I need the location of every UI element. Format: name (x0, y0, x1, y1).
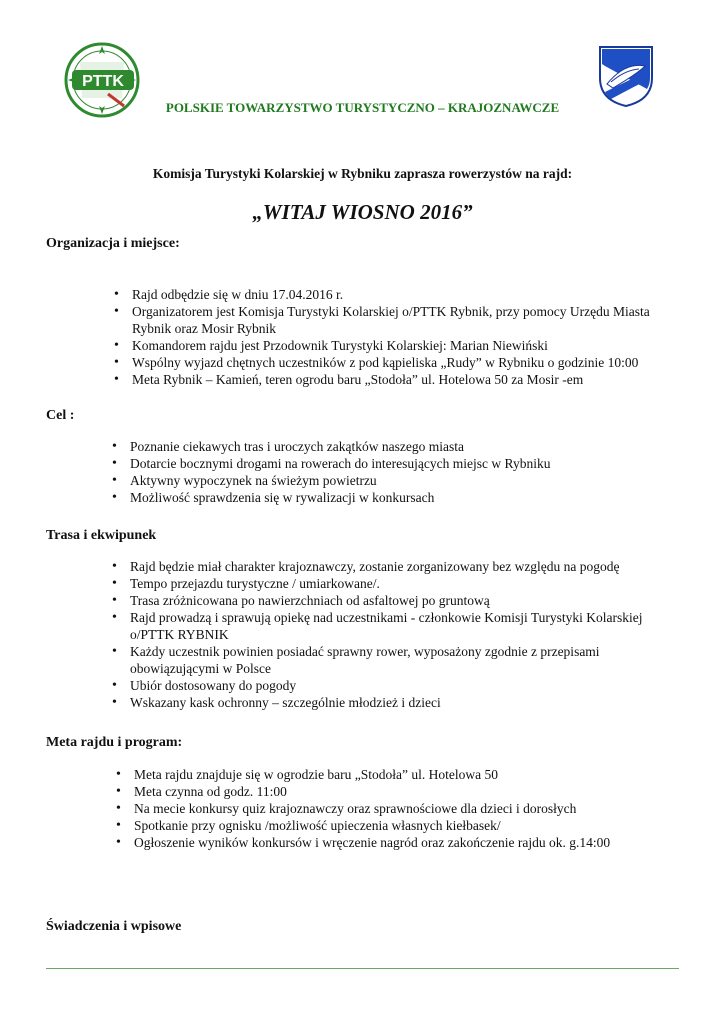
list-item: • Rajd będzie miał charakter krajoznawczy, zostanie zorganizowany bez względu na pogodę (106, 558, 681, 575)
route-list (106, 558, 681, 711)
list-item: • Dotarcie bocznymi drogami na rowerach do interesujących miejsc w Rybniku (106, 455, 676, 472)
list-item: • Trasa zróżnicowana po nawierzchniach od asfaltowej po gruntową (106, 592, 681, 609)
section-heading-organization: Organizacja i miejsce: (46, 236, 180, 251)
section-heading-finish: Meta rajdu i program: (46, 735, 183, 750)
rybnik-coat-of-arms (597, 44, 655, 108)
list-item: • Tempo przejazdu turystyczne / umiarkowane/. (106, 575, 681, 592)
list-item: • Ubiór dostosowany do pogody (106, 677, 681, 694)
organization-name: POLSKIE TOWARZYSTWO TURYSTYCZNO – KRAJOZNAWCZE (165, 100, 560, 115)
list-item: • Poznanie ciekawych tras i uroczych zakątków naszego miasta (106, 438, 676, 455)
footer-divider (46, 968, 679, 969)
list-item: • Spotkanie przy ognisku /możliwość upieczenia własnych kiełbasek/ (110, 817, 685, 834)
list-item: • Możliwość sprawdzenia się w rywalizacji w konkursach (106, 489, 676, 506)
list-item: • Wspólny wyjazd chętnych uczestników z pod kąpieliska „Rudy” w Rybniku o godzinie 10:00 (108, 354, 668, 371)
list-item: • Meta rajdu znajduje się w ogrodzie baru „Stodoła” ul. Hotelowa 50 (110, 766, 685, 783)
list-item: • Meta Rybnik – Kamień, teren ogrodu baru „Stodoła” ul. Hotelowa 50 za Mosir -em (108, 371, 668, 388)
event-title: „WITAJ WIOSNO 2016” (252, 200, 473, 224)
list-item: • Komandorem rajdu jest Przodownik Turystyki Kolarskiej: Marian Niewiński (108, 337, 668, 354)
list-item: • Rajd prowadzą i sprawują opiekę nad uczestnikami - członkowie Komisji Turystyki Kolarskiej o/PTTK RYBNIK (106, 609, 681, 643)
list-item: • Wskazany kask ochronny – szczególnie młodzież i dzieci (106, 694, 681, 711)
organization-list (108, 286, 668, 388)
section-heading-route: Trasa i ekwipunek (46, 528, 157, 543)
list-item: • Każdy uczestnik powinien posiadać sprawny rower, wyposażony zgodnie z przepisami obowiązującymi w Polsce (106, 643, 681, 677)
goal-list (106, 438, 676, 506)
pttk-logo-text: PTTK (82, 73, 124, 90)
invitation-text: Komisja Turystyki Kolarskiej w Rybniku zaprasza rowerzystów na rajd: (152, 166, 573, 181)
list-item: • Meta czynna od godz. 11:00 (110, 783, 685, 800)
section-heading-fees: Świadczenia i wpisowe (46, 919, 182, 934)
list-item: • Ogłoszenie wyników konkursów i wręczenie nagród oraz zakończenie rajdu ok. g.14:00 (110, 834, 685, 851)
finish-list (110, 766, 685, 851)
list-item: • Na mecie konkursy quiz krajoznawczy oraz sprawnościowe dla dzieci i dorosłych (110, 800, 685, 817)
section-heading-goal: Cel : (46, 408, 75, 423)
list-item: • Aktywny wypoczynek na świeżym powietrzu (106, 472, 676, 489)
list-item: • Organizatorem jest Komisja Turystyki Kolarskiej o/PTTK Rybnik, przy pomocy Urzędu Miasta Rybnik oraz Mosir Rybnik (108, 303, 668, 337)
list-item: • Rajd odbędzie się w dniu 17.04.2016 r. (108, 286, 668, 303)
